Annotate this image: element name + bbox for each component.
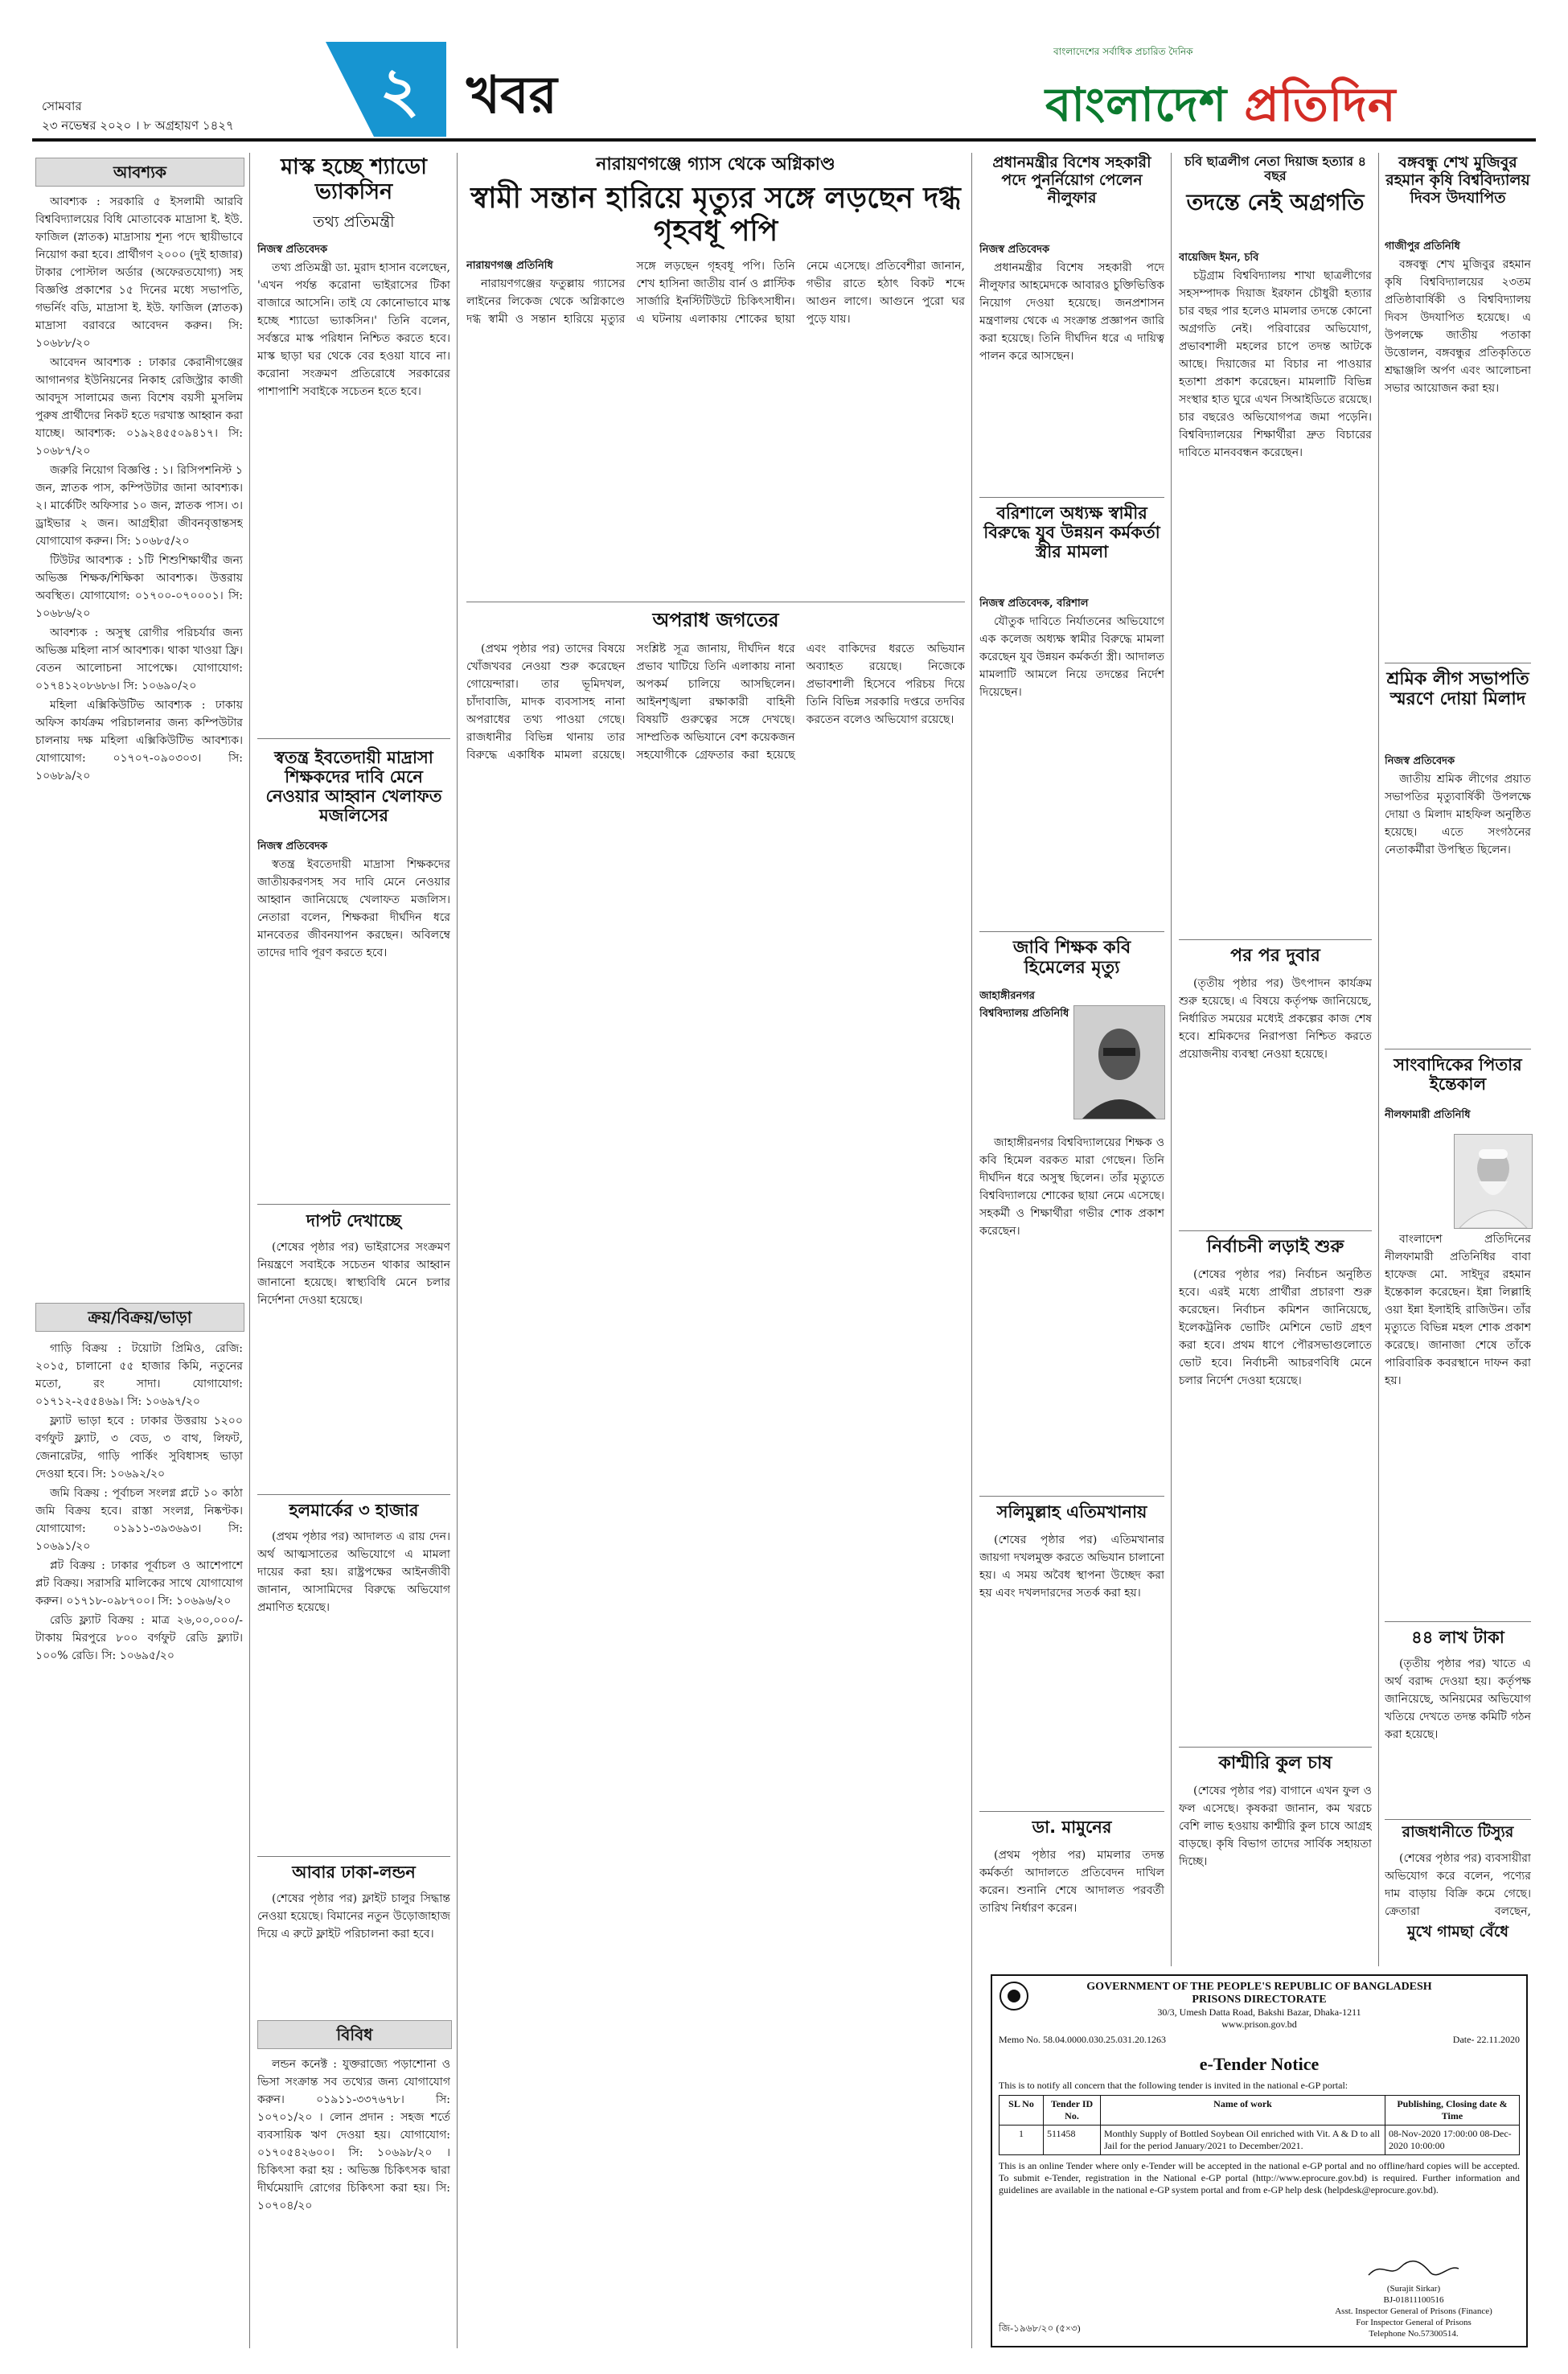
classified-ad: প্লট বিক্রয় : ঢাকার পূর্বাচল ও আশেপাশে প্লট বিক্রয়। সরাসরি মালিকের সাথে যোগাযোগ করুন। ০১৭১৮-০৯৮৭০০। সি: ১০৬৯৬/২০	[35, 1559, 243, 1608]
rajdhani-article	[1385, 1850, 1531, 1922]
table-row	[999, 2126, 1520, 2155]
nilufar-headline: প্রধানমন্ত্রীর বিশেষ সহকারী পদে পুনর্নিয়োগ পেলেন নীলুফার	[992, 154, 1151, 207]
crime-article	[466, 640, 965, 2345]
article-body: (প্রথম পৃষ্ঠার পর) মামলার তদন্ত কর্মকর্তা আদালতে প্রতিবেদন দাখিল করেন। শুনানি শেষে আদালত পরবর্তী তারিখ নির্ধারণ করেন।	[979, 1849, 1164, 1915]
diaz-article	[1179, 249, 1372, 933]
sramik-headline: শ্রমিক লীগ সভাপতি স্মরণে দোয়া মিলাদ	[1386, 669, 1529, 710]
journalist-father-photo	[1454, 1134, 1533, 1229]
tender-signature-block	[1309, 2259, 1518, 2339]
classified-ad: জমি বিক্রয় : পূর্বাচল সংলগ্ন প্লটে ১০ কাঠা জমি বিক্রয় হবে। রাস্তা সংলগ্ন, নিষ্কণ্টক। যোগাযোগ: ০১৯১১-৩৯৩৬৯৩। সি: ১০৬৯১/২০	[35, 1487, 243, 1553]
table-cell: Monthly Supply of Bottled Soybean Oil enriched with Vit. A & D to all Jail for the period January/2021 to December/2021.	[1101, 2126, 1385, 2155]
table-header: Name of work	[1101, 2096, 1385, 2126]
article-body: স্বতন্ত্র ইবতেদায়ী মাদ্রাসা শিক্ষকদের জাতীয়করণসহ সব দাবি মেনে নেওয়ার আহ্বান জানিয়েছে খেলাফত মজলিস। নেতারা বলেন, শিক্ষকরা দীর্ঘদিন ধরে মানবেতর জীবনযাপন করছেন। অবিলম্বে তাদের দাবি পূরণ করতে হবে।	[257, 858, 450, 959]
dhaka-london-headline: আবার ঢাকা-লন্ডন	[292, 1863, 416, 1882]
table-header: Publishing, Closing date & Time	[1385, 2096, 1520, 2126]
classified-ad: রেডি ফ্ল্যাট বিক্রয় : মাত্র ২৬,০০,০০০/- টাকায় মিরপুরে ৮০০ বর্গফুট রেডি ফ্ল্যাট। ১০০% রেডি। সি: ১০৬৯৫/২০	[35, 1614, 243, 1662]
himel-article	[979, 988, 1071, 1132]
election-headline: নির্বাচনী লড়াই শুরু	[1206, 1237, 1344, 1257]
signatory-name: (Surajit Sirkar)	[1386, 2284, 1441, 2294]
kashmiri-headline: কাশ্মীরি কুল চাষ	[1218, 1753, 1332, 1773]
madrasa-headline: স্বতন্ত্র ইবতেদায়ী মাদ্রাসা শিক্ষকদের দাবি মেনে নেওয়ার আহ্বান খেলাফত মজলিসের	[265, 748, 442, 826]
column-rule	[457, 153, 458, 2348]
classified-heading-sale: ক্রয়/বিক্রয়/ভাড়া	[35, 1303, 244, 1332]
table-header-row	[999, 2096, 1520, 2126]
article-body: (শেষের পৃষ্ঠার পর) নির্বাচন অনুষ্ঠিত হবে। এরই মধ্যে প্রার্থীরা প্রচারণা শুরু করেছেন। নির্বাচন কমিশন জানিয়েছে, ইলেকট্রনিক ভোটিং মেশিনে ভোট গ্রহণ করা হবে। প্রথম ধাপে পৌরসভাগুলোতে ভোট হবে। নির্বাচনী আচরণবিধি মেনে চলার নির্দেশ দেওয়া হয়েছে।	[1179, 1268, 1372, 1387]
classified-ad: টিউটর আবশ্যক : ১টি শিশুশিক্ষার্থীর জন্য অভিজ্ঞ শিক্ষক/শিক্ষিকা আবশ্যক। উত্তরায় অবস্থিত। যোগাযোগ: ০১৭০০-০৭০০০১। সি: ১০৬৮৬/২০	[35, 554, 243, 620]
article-rule	[257, 1204, 450, 1205]
tender-date: Date- 22.11.2020	[1452, 2034, 1520, 2045]
byline: নীলফামারী প্রতিনিধি	[1385, 1109, 1471, 1121]
article-body: (প্রথম পৃষ্ঠার পর) আদালত এ রায় দেন। অর্থ আত্মসাতের অভিযোগে এ মামলা দায়ের করা হয়। রাষ্ট্রপক্ষের আইনজীবী জানান, আসামিদের বিরুদ্ধে অভিযোগ প্রমাণিত হয়েছে।	[257, 1530, 450, 1614]
classified-ad: গাড়ি বিক্রয় : টয়োটা প্রিমিও, রেজি: ২০১৫, চালানো ৫৫ হাজার কিমি, নতুনের মতো, রং সাদা। যোগাযোগ: ০১৭১২-২৫৫৪৬৯। সি: ১০৬৯৭/২০	[35, 1342, 243, 1408]
article-body: চট্টগ্রাম বিশ্ববিদ্যালয় শাখা ছাত্রলীগের সহসম্পাদক দিয়াজ ইরফান চৌধুরী হত্যার চার বছর পার হলেও মামলার তদন্তে কোনো অগ্রগতি নেই। পরিবারের অভিযোগ, প্রভাবশালী মহলের চাপে তদন্ত আটকে আছে। দিয়াজের মা বিচার না পাওয়ার হতাশা প্রকাশ করেছেন। মামলাটি বিভিন্ন সংস্থার হাত ঘুরে এখন সিআইডিতে রয়েছে। চার বছরেও অভিযোগপত্র জমা পড়েনি। বিশ্ববিদ্যালয়ের শিক্ষার্থীরা দ্রুত বিচারের দাবিতে মানববন্ধন করেছেন।	[1179, 269, 1372, 459]
article-body: (শেষের পৃষ্ঠার পর) বাগানে এখন ফুল ও ফল এসেছে। কৃষকরা জানান, কম খরচে বেশি লাভ হওয়ায় কাশ্মীরি কুল চাষে আগ্রহ বাড়ছে। কৃষি বিভাগ তাদের সার্বিক সহায়তা দিচ্ছে।	[1179, 1785, 1372, 1868]
dhaka-london-article	[257, 1890, 450, 2011]
himel-headline: জাবি শিক্ষক কবি হিমেলের মৃত্যু	[1012, 938, 1131, 979]
mask-article	[257, 241, 450, 732]
article-rule	[1179, 939, 1372, 940]
tender-govt: GOVERNMENT OF THE PEOPLE'S REPUBLIC OF BANGLADESH	[1086, 1981, 1432, 1993]
rajdhani-headline: রাজধানীতে টিস্যুর	[1402, 1823, 1514, 1841]
article-body: নারায়ণগঞ্জের ফতুল্লায় গ্যাসের লাইনের লিকেজ থেকে অগ্নিকাণ্ডে দগ্ধ স্বামী ও সন্তান হারিয়ে মৃত্যুর সঙ্গে লড়ছেন গৃহবধূ পপি। তিনি শেখ হাসিনা জাতীয় বার্ন ও প্লাস্টিক সার্জারি ইনস্টিটিউটে চিকিৎসাধীন। এ ঘটনায় এলাকায় শোকের ছায়া নেমে এসেছে। প্রতিবেশীরা জানান, গভীর রাতে হঠাৎ বিকট শব্দে আগুন লাগে। আগুনে পুরো ঘর পুড়ে যায়।	[466, 260, 965, 326]
article-rule	[979, 1811, 1164, 1812]
logo-tagline: বাংলাদেশের সর্বাধিক প্রচারিত দৈনিক	[1053, 46, 1193, 57]
mask-subtitle: তথ্য প্রতিমন্ত্রী	[313, 213, 395, 231]
madrasa-article	[257, 838, 450, 1200]
header-rule	[32, 138, 1536, 142]
nilufar-article	[979, 241, 1164, 491]
tender-table	[999, 2095, 1520, 2155]
logo-text	[1045, 69, 1396, 147]
byline: নিজস্ব প্রতিবেদক	[1385, 755, 1455, 767]
article-rule	[257, 738, 450, 739]
byline: নিজস্ব প্রতিবেদক	[257, 840, 328, 852]
date-block	[42, 97, 234, 135]
election-article	[1179, 1266, 1372, 1740]
article-body: (শেষের পৃষ্ঠার পর) ভাইরাসের সংক্রমণ নিয়ন্ত্রণে সবাইকে সচেতন থাকার আহ্বান জানানো হয়েছে। স্বাস্থ্যবিধি মেনে চলার নির্দেশনা দেওয়া হয়েছে।	[257, 1241, 450, 1307]
classified-ad: মহিলা এক্সিকিউটিভ আবশ্যক : ঢাকায় অফিস কার্যক্রম পরিচালনার জন্য কম্পিউটার চালনায় দক্ষ মহিলা এক্সিকিউটিভ আবশ্যক। যোগাযোগ: ০১৭০৭-০৯০৩০৩। সি: ১০৬৮৯/২০	[35, 699, 243, 782]
article-rule	[1179, 1747, 1372, 1748]
bsmrau-headline: বঙ্গবন্ধু শেখ মুজিবুর রহমান কৃষি বিশ্ববিদ্যালয় দিবস উদযাপিত	[1385, 154, 1530, 207]
classified-ad: আবশ্যক : সরকারি ৫ ইসলামী আরবি বিশ্ববিদ্যালয়ের বিধি মোতাবেক মাদ্রাসা ই. ইউ. ফাজিল (স্নাতক) মাদ্রাসায় শূন্য পদে স্থায়ীভাবে নিয়োগ করা হবে। প্রার্থীগণ ২০০০ (দুই হাজার) টাকার পোস্টাল অর্ডার (অফেরতযোগ্য) সহ বিজ্ঞপ্তি প্রকাশের ১৫ দিনের মধ্যে সভাপতি, গভর্নিং বডি, মাদ্রাসা ই. ইউ. ফাজিল (স্নাতক) মাদ্রাসা বরাবরে আবেদন করুন। সি: ১০৬৮৮/২০	[35, 195, 243, 350]
salimullah-article	[979, 1531, 1164, 1805]
diaz-kicker: চবি ছাত্রলীগ নেতা দিয়াজ হত্যার ৪ বছর	[1184, 154, 1366, 184]
dubai-article	[1179, 975, 1372, 1224]
page-number: ২	[380, 54, 420, 125]
tender-title: e-Tender Notice	[1199, 2054, 1320, 2074]
table-header: Tender ID No.	[1044, 2096, 1101, 2126]
article-rule	[1385, 1819, 1531, 1820]
article-rule	[979, 931, 1164, 932]
article-body: (শেষের পৃষ্ঠার পর) ফ্লাইট চালুর সিদ্ধান্ত নেওয়া হয়েছে। বিমানের নতুন উড়োজাহাজ দিয়ে এ রুটে ফ্লাইট পরিচালনা করা হবে।	[257, 1892, 450, 1941]
article-body: (তৃতীয় পৃষ্ঠার পর) উৎপাদন কার্যক্রম শুরু হয়েছে। এ বিষয়ে কর্তৃপক্ষ জানিয়েছে, নির্ধারিত সময়ের মধ্যেই প্রকল্পের কাজ শেষ হবে। শ্রমিকদের নিরাপত্তা নিশ্চিত করতে প্রয়োজনীয় ব্যবস্থা নেওয়া হয়েছে।	[1179, 977, 1372, 1061]
mamun-headline: ডা. মামুনের	[1032, 1817, 1112, 1837]
classified-ad: আবশ্যক : অসুস্থ রোগীর পরিচর্যার জন্য অভিজ্ঞ মহিলা নার্স আবশ্যক। থাকা খাওয়া ফ্রি। বেতন আলোচনা সাপেক্ষে। যোগাযোগ: ০১৭৪১২০৮৬৮৬। সি: ১০৬৯০/২০	[35, 626, 243, 692]
article-rule	[979, 1496, 1164, 1497]
date-line: ২৩ নভেম্বর ২০২০ । ৮ অগ্রহায়ণ ১৪২৭	[42, 118, 234, 133]
journalist-headline: সাংবাদিকের পিতার ইন্তেকাল	[1394, 1055, 1522, 1095]
article-body: বঙ্গবন্ধু শেখ মুজিবুর রহমান কৃষি বিশ্ববিদ্যালয়ের ২৩তম প্রতিষ্ঠাবার্ষিকী ও বিশ্ববিদ্যালয় দিবস উদযাপিত হয়েছে। এ উপলক্ষে জাতীয় পতাকা উত্তোলন, বঙ্গবন্ধুর প্রতিকৃতিতে শ্রদ্ধাঞ্জলি অর্পণ এবং আলোচনা সভার আয়োজন করা হয়।	[1385, 258, 1531, 395]
journalist-article	[1385, 1230, 1531, 1616]
govt-ad-code: জি-১৯৬৮/২০ (৫×৩)	[999, 2323, 1081, 2334]
mamun-article	[979, 1846, 1164, 1967]
journalist-byline-box	[1385, 1107, 1531, 1131]
sramik-article	[1385, 753, 1531, 1042]
tender-memo: Memo No. 58.04.0000.030.25.031.20.1263	[999, 2034, 1166, 2045]
byline: নিজস্ব প্রতিবেদক	[979, 244, 1050, 256]
kashmiri-article	[1179, 1782, 1372, 1963]
hallmark-article	[257, 1528, 450, 1850]
logo-word-1: বাংলাদেশ	[1045, 77, 1245, 132]
tender-footer: This is an online Tender where only e-Tender will be accepted in the national e-GP portal and no offline/hard copies will be accepted. To submit e-Tender, registration in the National e-GP portal (http://www.eprocure.gov.bd) is required. Further information and guidelines are available in the national e-GP system portal and from e-GP help desk (helpdesk@eprocure.gov.bd).	[999, 2160, 1520, 2195]
mask-headline: মাস্ক হচ্ছে শ্যাডো ভ্যাকসিন	[281, 154, 427, 205]
column-rule	[1378, 153, 1379, 1966]
lakh44-headline: ৪৪ লাখ টাকা	[1411, 1628, 1504, 1647]
article-rule	[257, 1494, 450, 1495]
dubai-headline: পর পর দুবার	[1230, 946, 1320, 966]
signature-image	[1365, 2259, 1462, 2280]
tender-notice	[991, 1974, 1528, 2347]
classified-heading-wanted: আবশ্যক	[35, 158, 244, 187]
table-header: SL No	[999, 2096, 1044, 2126]
logo-word-2: প্রতিদিন	[1244, 77, 1397, 132]
column-rule	[971, 153, 972, 2348]
article-body: (তৃতীয় পৃষ্ঠার পর) খাতে এ অর্থ বরাদ্দ দেওয়া হয়। কর্তৃপক্ষ জানিয়েছে, অনিয়মের অভিযোগ খতিয়ে দেখতে তদন্ত কমিটি গঠন করা হয়েছে।	[1385, 1657, 1531, 1741]
byline: নিজস্ব প্রতিবেদক	[257, 244, 328, 256]
byline: গাজীপুর প্রতিনিধি	[1385, 240, 1460, 253]
dapot-headline: দাপট দেখাচ্ছে	[306, 1211, 401, 1230]
barishal-headline: বরিশালে অধ্যক্ষ স্বামীর বিরুদ্ধে যুব উন্নয়ন কর্মকর্তা স্ত্রীর মামলা	[983, 503, 1160, 562]
tender-address: 30/3, Umesh Datta Road, Bakshi Bazar, Dhaka-1211	[1157, 2006, 1361, 2018]
table-cell: 1	[999, 2126, 1044, 2155]
article-body: (শেষের পৃষ্ঠার পর) ব্যবসায়ীরা অভিযোগ করে বলেন, পণ্যের দাম বাড়ায় বিক্রি কমে গেছে। ক্রেতারা বলছেন,	[1385, 1852, 1531, 1918]
table-cell: 511458	[1044, 2126, 1101, 2155]
salimullah-headline: সলিমুল্লাহ এতিমখানায়	[996, 1502, 1147, 1522]
tender-web: www.prison.gov.bd	[1221, 2019, 1297, 2030]
page-number-badge	[326, 42, 446, 137]
column-rule	[1171, 153, 1172, 1966]
classified-ad: ফ্ল্যাট ভাড়া হবে : ঢাকার উত্তরায় ১২০০ বর্গফুট ফ্ল্যাট, ৩ বেড, ৩ বাথ, লিফট, জেনারেটর, গাড়ি পার্কিং সুবিধাসহ ভাড়া দেওয়া হবে। সি: ১০৬৯২/২০	[35, 1415, 243, 1481]
article-body: যৌতুক দাবিতে নির্যাতনের অভিযোগে এক কলেজ অধ্যক্ষ স্বামীর বিরুদ্ধে মামলা করেছেন যুব উন্নয়ন কর্মকর্তা স্ত্রী। আদালত মামলাটি আমলে নিয়ে তদন্তের নির্দেশ দিয়েছেন।	[979, 615, 1164, 699]
dapot-article	[257, 1238, 450, 1488]
portrait-image	[1455, 1135, 1532, 1228]
article-body: জাতীয় শ্রমিক লীগের প্রয়াত সভাপতির মৃত্যুবার্ষিকী উপলক্ষে দোয়া ও মিলাদ মাহফিল অনুষ্ঠিত হয়েছে। এতে সংগঠনের নেতাকর্মীরা উপস্থিত ছিলেন।	[1385, 773, 1531, 856]
bsmrau-article	[1385, 238, 1531, 656]
article-rule	[1385, 1621, 1531, 1622]
article-body: (প্রথম পৃষ্ঠার পর) তাদের বিষয়ে খোঁজখবর নেওয়া শুরু করেছেন গোয়েন্দারা। তার ভূমিদখল, চাঁদাবাজি, মাদক ব্যবসাসহ নানা অপরাধের তথ্য পাওয়া গেছে। রাজধানীর বিভিন্ন থানায় তার বিরুদ্ধে একাধিক মামলা রয়েছে। সংশ্লিষ্ট সূত্র জানায়, দীর্ঘদিন ধরে প্রভাব খাটিয়ে তিনি এলাকায় নানা অপকর্ম চালিয়ে আসছিলেন। আইনশৃঙ্খলা রক্ষাকারী বাহিনী বিষয়টি গুরুত্বের সঙ্গে দেখছে। সাম্প্রতিক অভিযানে বেশ কয়েকজন সহযোগীকে গ্রেফতার করা হয়েছে এবং বাকিদের ধরতে অভিযান অব্যাহত রয়েছে। নিজেকে প্রভাবশালী হিসেবে পরিচয় দিয়ে তিনি বিভিন্ন সরকারি দপ্তরে তদবির করতেন বলেও অভিযোগ রয়েছে।	[466, 643, 965, 762]
diaz-headline: তদন্তে নেই অগ্রগতি	[1186, 189, 1365, 216]
bibidh-heading: বিবিধ	[257, 2020, 452, 2049]
narayanganj-article	[466, 257, 965, 595]
crime-headline: অপরাধ জগতের	[652, 609, 779, 631]
byline: জাহাঙ্গীরনগর বিশ্ববিদ্যালয় প্রতিনিধি	[979, 990, 1069, 1020]
signatory-role: For Inspector General of Prisons	[1356, 2318, 1472, 2327]
signatory-role: Asst. Inspector General of Prisons (Finance)	[1335, 2306, 1492, 2316]
barishal-article	[979, 595, 1164, 925]
weekday: সোমবার	[42, 99, 82, 113]
article-body: বাংলাদেশ প্রতিদিনের নীলফামারী প্রতিনিধির বাবা হাফেজ মো. সাইদুর রহমান ইন্তেকাল করেছেন। ইন্না লিল্লাহি ওয়া ইন্না ইলাইহি রাজিউন। তাঁর মৃত্যুতে বিভিন্ন মহল শোক প্রকাশ করেছে। জানাজা শেষে তাঁকে পারিবারিক কবরস্থানে দাফন করা হয়।	[1385, 1233, 1531, 1387]
hallmark-headline: হলমার্কের ৩ হাজার	[289, 1501, 419, 1520]
signatory-id: BJ-01811100516	[1383, 2295, 1444, 2305]
lakh44-article	[1385, 1655, 1531, 1816]
classified-ad: জরুরি নিয়োগ বিজ্ঞপ্তি : ১। রিসিপশনিস্ট ১ জন, স্নাতক পাস, কম্পিউটার জানা আবশ্যক। ২। মার্কেটিং অফিসার ১০ জন, স্নাতক পাস। ৩। ড্রাইভার ২ জন। আগ্রহীরা জীবনবৃত্তান্তসহ যোগাযোগ করুন। সি: ১০৬৮৫/২০	[35, 464, 243, 548]
byline: নারায়ণগঞ্জ প্রতিনিধি	[466, 260, 553, 272]
article-body: (শেষের পৃষ্ঠার পর) এতিমখানার জায়গা দখলমুক্ত করতে অভিযান চালানো হয়। এ সময় অবৈধ স্থাপনা উচ্ছেদ করা হয় এবং দখলদারদের সতর্ক করা হয়।	[979, 1534, 1164, 1600]
narayanganj-kicker: নারায়ণগঞ্জে গ্যাস থেকে অগ্নিকাণ্ড	[596, 154, 835, 175]
classified-ad: লন্ডন কনেক্ট : যুক্তরাজ্যে পড়াশোনা ও ভিসা সংক্রান্ত সব তথ্যের জন্য যোগাযোগ করুন। ০১৯১১-৩৩৭৬৭৮। সি: ১০৭০১/২০ । লোন প্রদান : সহজ শর্তে ব্যবসায়িক ঋণ দেওয়া হয়। যোগাযোগ: ০১৭০৫৪২৬০০। সি: ১০৬৯৮/২০ । চিকিৎসা করা হয় : অভিজ্ঞ চিকিৎসক দ্বারা দীর্ঘমেয়াদি রোগের চিকিৎসা করা হয়। সি: ১০৭০৪/২০	[257, 2058, 450, 2212]
section-title: খবর	[466, 66, 557, 125]
article-body: প্রধানমন্ত্রীর বিশেষ সহকারী পদে নীলুফার আহমেদকে আবারও চুক্তিভিত্তিক নিয়োগ দেওয়া হয়েছে। জনপ্রশাসন মন্ত্রণালয় থেকে এ সংক্রান্ত প্রজ্ঞাপন জারি করা হয়েছে। তিনি দীর্ঘদিন ধরে এ দায়িত্ব পালন করে আসছেন।	[979, 261, 1164, 363]
himel-photo	[1073, 1005, 1165, 1119]
himel-article-body	[979, 1134, 1164, 1496]
article-rule	[1179, 1230, 1372, 1231]
table-cell: 08-Nov-2020 17:00:00 08-Dec-2020 10:00:00	[1385, 2126, 1520, 2155]
column-rule	[249, 153, 250, 2348]
article-rule	[257, 1856, 450, 1857]
article-body: জাহাঙ্গীরনগর বিশ্ববিদ্যালয়ের শিক্ষক ও কবি হিমেল বরকত মারা গেছেন। তিনি দীর্ঘদিন ধরে অসুস্থ ছিলেন। তাঁর মৃত্যুতে বিশ্ববিদ্যালয়ে শোকের ছায়া নেমে এসেছে। সহকর্মী ও শিক্ষার্থীরা গভীর শোক প্রকাশ করেছেন।	[979, 1136, 1164, 1238]
byline: বায়েজিদ ইমন, চবি	[1179, 252, 1259, 264]
classified-ad: আবেদন আবশ্যক : ঢাকার কেরানীগঞ্জের আগানগর ইউনিয়নের নিকাহ রেজিস্ট্রার কাজী আবদুস সালামের জন্য বিশেষ বয়সী মুসলিম পুরুষ প্রার্থীদের নিকট হতে দরখাস্ত আহ্বান করা যাচ্ছে। আবশ্যক: ০১৯২৪৫৫০৯৪১৭। সি: ১০৬৮৭/২০	[35, 356, 243, 458]
article-body: তথ্য প্রতিমন্ত্রী ডা. মুরাদ হাসান বলেছেন, 'এখন পর্যন্ত করোনা ভাইরাসের টিকা বাজারে আসেনি। তাই যে কোনোভাবে মাস্ক হচ্ছে শ্যাডো ভ্যাকসিন।' তিনি বলেন, সর্বস্তরে মাস্ক পরিধান নিশ্চিত করতে হবে। মাস্ক ছাড়া ঘর থেকে বের হওয়া যাবে না। করোনা সংক্রমণ প্রতিরোধে সরকারের পাশাপাশি সবাইকে সচেতন হতে হবে।	[257, 261, 450, 398]
signatory-phone: Telephone No.57300514.	[1369, 2329, 1459, 2339]
tender-intro: This is to notify all concern that the following tender is invited in the national e-GP portal:	[999, 2080, 1348, 2091]
bibidh-classifieds	[257, 2056, 450, 2345]
tender-dept: PRISONS DIRECTORATE	[1192, 1994, 1327, 2006]
gamchha-headline: মুখে গামছা বেঁধে	[1407, 1923, 1508, 1941]
govt-emblem-icon	[999, 1981, 1029, 2011]
narayanganj-headline: স্বামী সন্তান হারিয়ে মৃত্যুর সঙ্গে লড়ছেন দগ্ধ গৃহবধূ পপি	[470, 182, 961, 248]
byline: নিজস্ব প্রতিবেদক, বরিশাল	[979, 598, 1089, 610]
portrait-image	[1074, 1006, 1164, 1119]
classifieds-wanted	[35, 193, 243, 917]
article-rule	[979, 497, 1164, 498]
classifieds-sale	[35, 1340, 243, 2345]
